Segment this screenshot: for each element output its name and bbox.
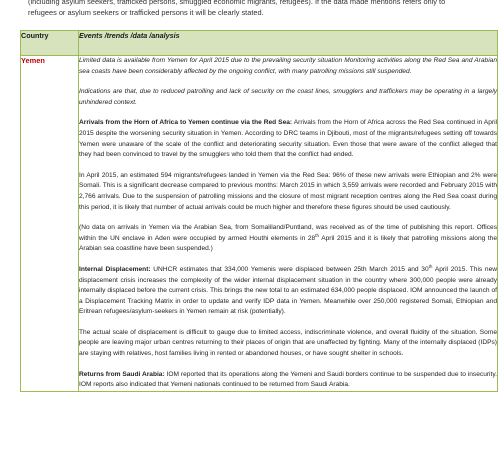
table-row bbox=[21, 56, 498, 392]
paragraph-arabian-sea bbox=[79, 223, 497, 255]
superscript: th bbox=[315, 232, 320, 238]
paragraph-returns-saudi bbox=[79, 370, 497, 391]
events-cell bbox=[79, 56, 498, 392]
intro-text bbox=[28, 0, 488, 18]
paragraph-body: IOM reported that its operations along the Yemeni and Saudi borders continue to be suspended due to insecurity. IOM reports also indicated that Yemeni nationals continued to be returned from Saudi Arabia. bbox=[79, 370, 497, 389]
intro-line-1: (including asylum seekers, trafficked persons, smuggled economic migrants, refugees). If the data made mentions refers only to bbox=[28, 0, 446, 6]
paragraph-indications: Indications are that, due to reduced patrolling and lack of security on the coast lines, smugglers and traffickers may be operating in a largely unhindered context. bbox=[79, 88, 497, 106]
paragraph-text: April 2015. This new displacement crisis increases the complexity of the wider internal displacement situation in the country where 300,000 people were already internally displaced before the current crisis. This brings the new total to an estimated 634,000 people displaced. IOM announced the launch of a Displacement Tracking Matrix in order to update and verify IDP data in Yemen. Meanwhile over 250,000 registered Somali, Ethiopian and Eritrean refugees/asylum-seekers in Yemen remain at risk (potentially). bbox=[79, 265, 498, 316]
header-country: Country bbox=[21, 31, 79, 56]
table-header-row bbox=[21, 31, 498, 56]
paragraph-heading: Arrivals from the Horn of Africa to Yemen continue via the Red Sea: bbox=[79, 119, 293, 127]
paragraph-april-arrivals: In April 2015, an estimated 594 migrants/refugees landed in Yemen via the Red Sea: 96% of these new arrivals were Ethiopian and 2% were Somali. This is a significant decrease compared to previous months: March 2015 in which 3,559 arrivals were recorded and February 2015 with 2,766 arrivals. Due to the suspension of patrolling missions and the closure of most migrant reception centres along the Red Sea coast during this period, it is likely that number of actual arrivals could be much higher and therefore these figures should be used cautiously. bbox=[79, 171, 497, 211]
country-cell: Yemen bbox=[21, 56, 79, 392]
paragraph-body: Arrivals from the Horn of Africa across the Red Sea continued in April 2015 despite the worsening security situation in Yemen. According to DRC teams in Djibouti, most of the migrants/refugees setting off towards Yemen were unaware of the scale of the conflict and deteriorating security situation. Even those that were aware of the conflict alleged that they had been convinced to travel by the smugglers who told them that the conflict had ended. bbox=[79, 119, 497, 159]
superscript: th bbox=[428, 263, 433, 269]
paragraph-scale-displacement: The actual scale of displacement is difficult to gauge due to limited access, indiscriminate violence, and overall fluidity of the situation. Some people are leaving major urban centres returning to their places of origin that are unaffected by fighting. Many of the internally displaced (IDPs) are staying with relatives, host families living in rented or abandoned houses, or have sought shelter in schools. bbox=[79, 328, 497, 358]
country-events-table bbox=[20, 30, 498, 392]
paragraph-text: April 2015 and it is likely that patrolling missions along the Arabian sea coastline have been suspended.) bbox=[79, 234, 497, 253]
paragraph-internal-displacement bbox=[79, 265, 497, 318]
paragraph-arrivals-red-sea bbox=[79, 118, 497, 160]
header-events: Events /trends /data /analysis bbox=[79, 31, 498, 56]
paragraph-limited-data: Limited data is available from Yemen for April 2015 due to the prevailing security situation Monitoring activities along the Red Sea and Arabian sea coasts have been considerably affected by the ongoing conflict, with many patrolling missions still suspended. bbox=[79, 57, 497, 75]
paragraph-text: UNHCR estimates that 334,000 Yemenis were displaced between 25th March 2015 and 30 bbox=[150, 265, 429, 273]
paragraph-heading: Returns from Saudi Arabia: bbox=[79, 370, 165, 378]
paragraph-heading: Internal Displacement: bbox=[79, 265, 151, 273]
paragraph-text: (No data on arrivals in Yemen via the Arabian Sea, from Somaliland/Puntland, was received as of the time of publishing this report. Offices within the UN enclave in Aden were occupied by armed Houthi elements in 28 bbox=[79, 224, 497, 242]
intro-line-2: refugees or asylum seekers or trafficked persons it will be clearly stated. bbox=[28, 8, 264, 17]
